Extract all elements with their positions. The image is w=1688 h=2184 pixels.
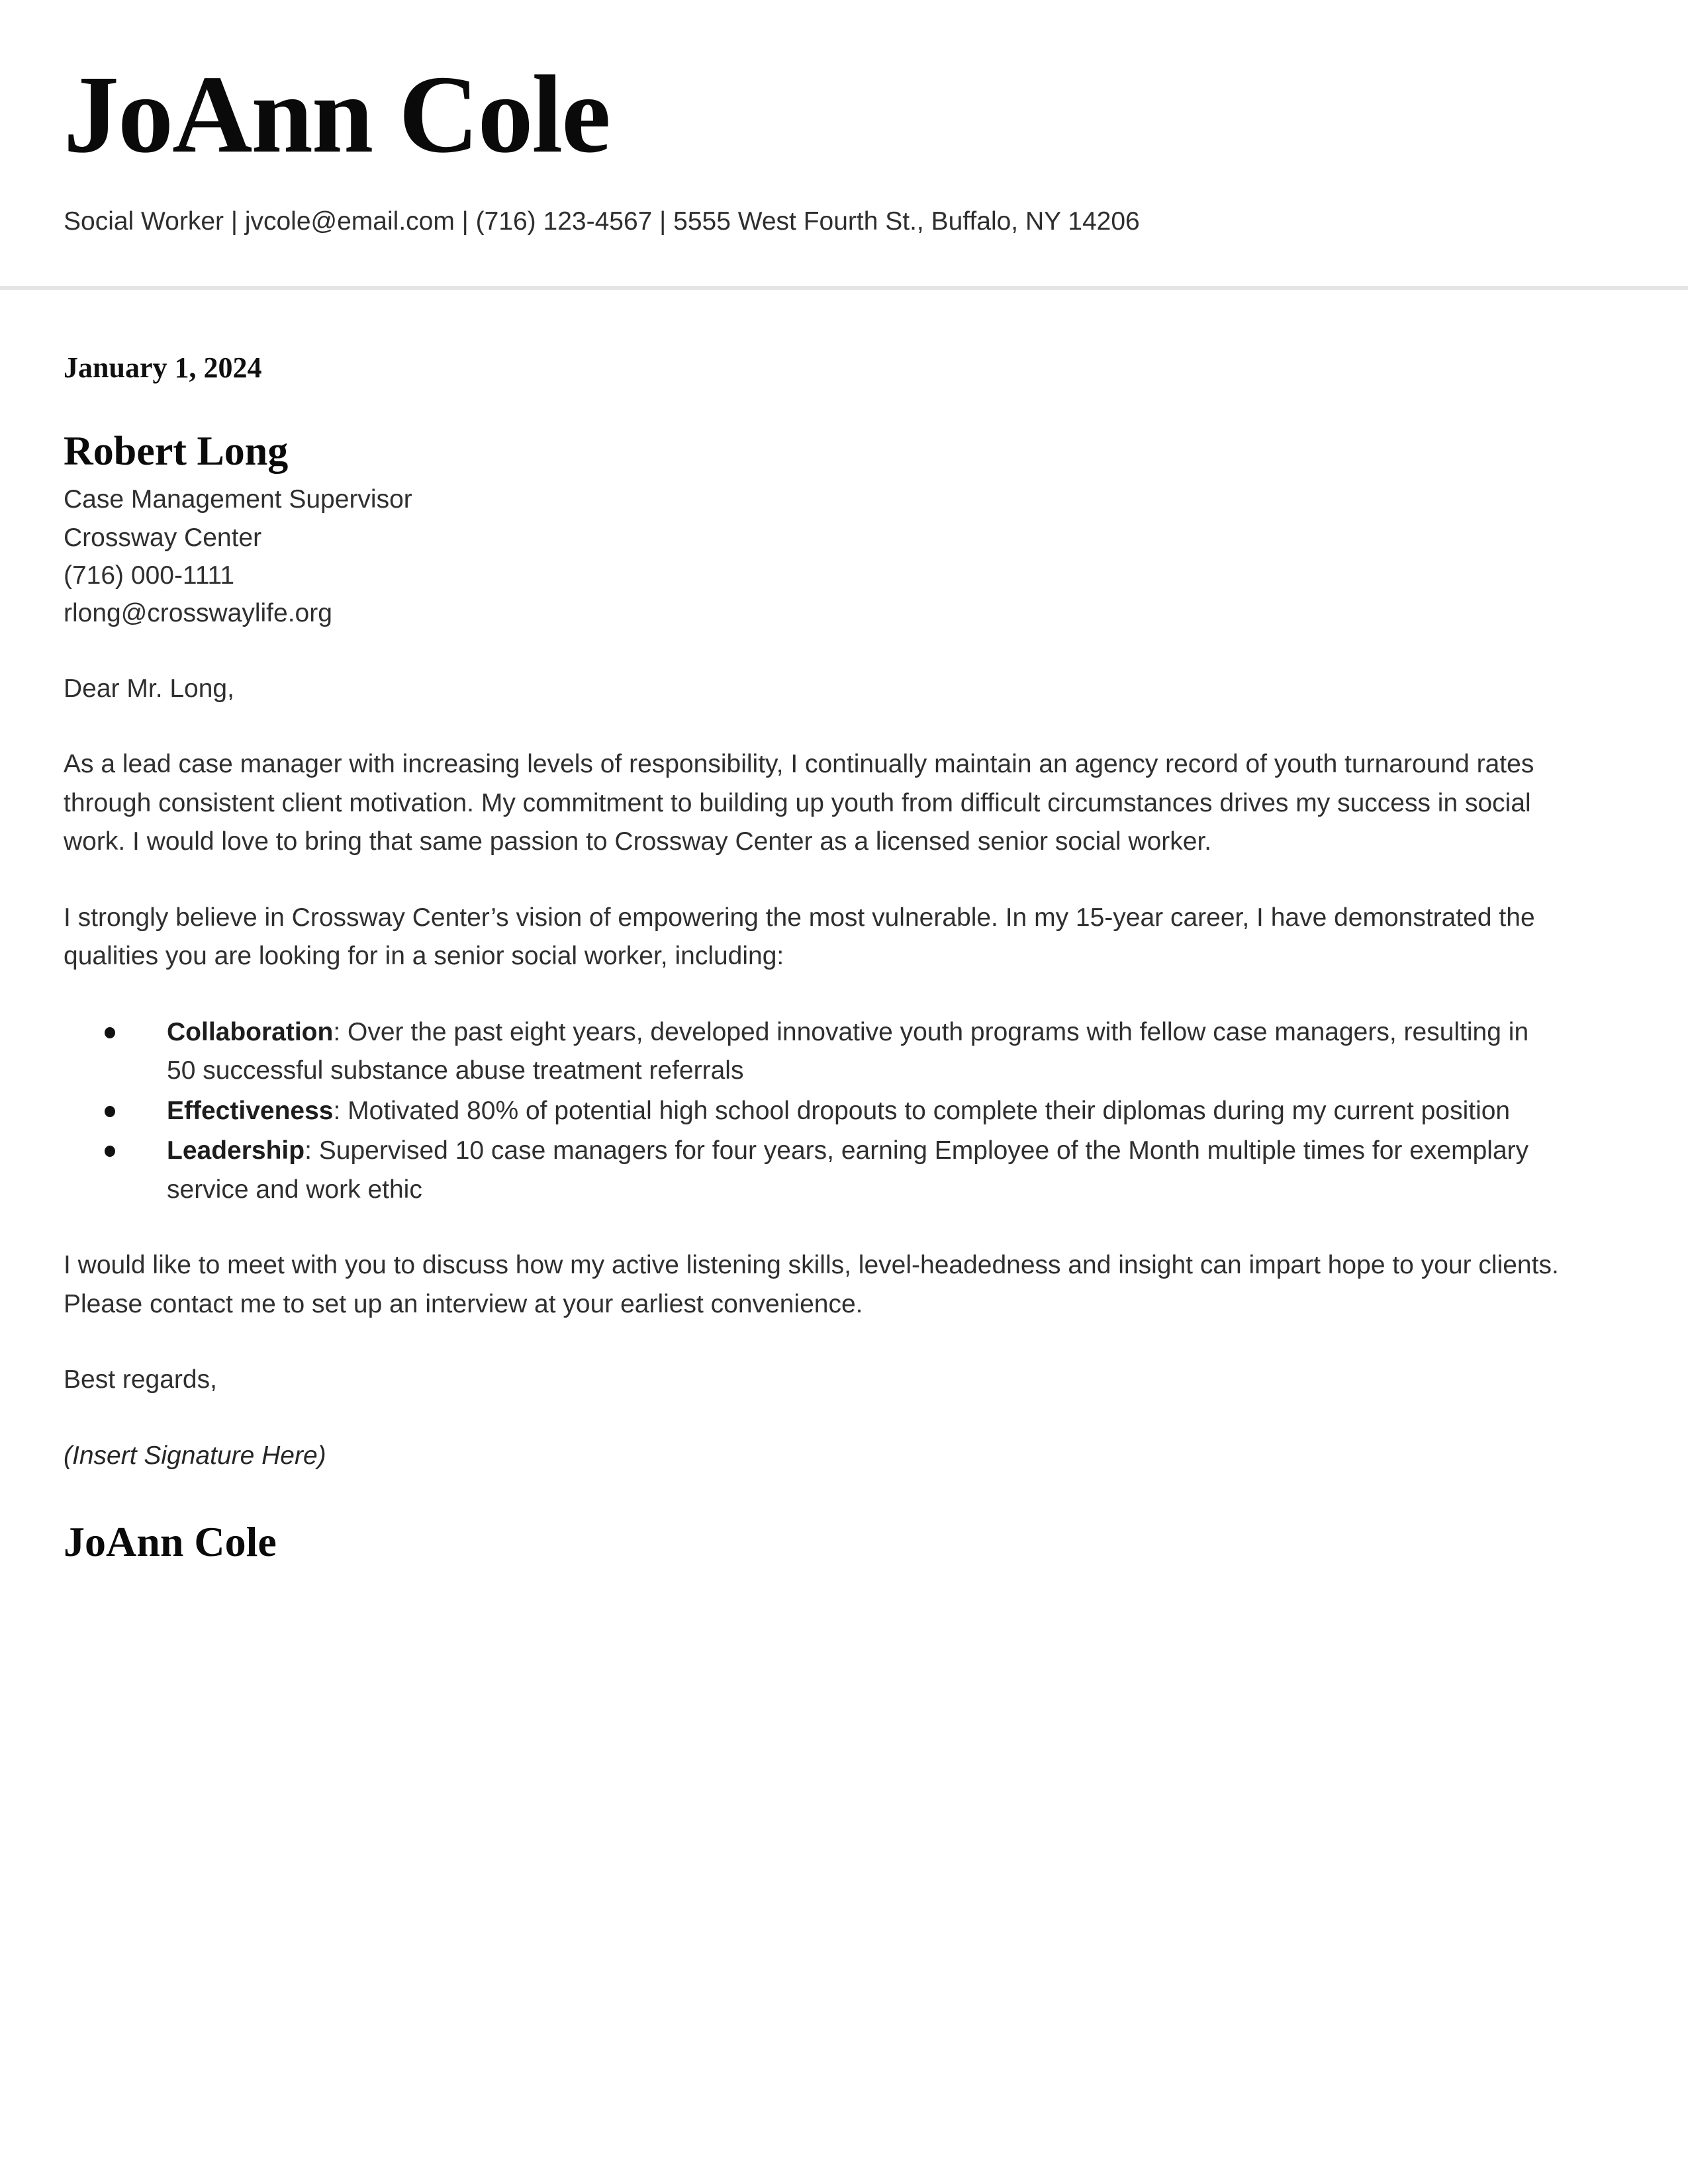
bullet-item-effectiveness: [64, 1092, 1553, 1131]
applicant-name-heading: JoAnn Cole: [64, 53, 610, 176]
recipient-organization: Crossway Center: [64, 523, 262, 552]
signature-placeholder: (Insert Signature Here): [64, 1441, 326, 1470]
bullet-item-leadership: [64, 1132, 1553, 1209]
letter-header: [0, 53, 1688, 238]
bullet-dot-icon: [105, 1106, 115, 1117]
recipient-email: rlong@crosswaylife.org: [64, 599, 332, 628]
header-divider: [0, 286, 1688, 290]
recipient-phone: (716) 000-1111: [64, 561, 235, 590]
salutation: Dear Mr. Long,: [64, 674, 234, 703]
bullet-text-effectiveness: : Motivated 80% of potential high school dropouts to complete their diplomas during my current position: [333, 1096, 1511, 1125]
signature-name: JoAnn Cole: [64, 1518, 277, 1566]
date-line: January 1, 2024: [64, 351, 262, 385]
bullet-dot-icon: [105, 1146, 115, 1157]
letter-body: [0, 351, 1688, 1567]
bullet-label-leadership: Leadership: [167, 1136, 305, 1165]
intro-paragraph: As a lead case manager with increasing levels of responsibility, I continually maintain an agency record of youth turnaround rates through consistent client motivation. My commitment to building up youth from difficult circumstances drives my success in social work. I would love to bring that same passion to Crossway Center as a licensed senior social worker.: [64, 750, 1534, 856]
bullet-dot-icon: [105, 1027, 115, 1038]
bullet-text-collaboration: : Over the past eight years, developed innovative youth programs with fellow case managers, resulting in 50 successful substance abuse treatment referrals: [167, 1017, 1529, 1085]
bullet-text-leadership: : Supervised 10 case managers for four years, earning Employee of the Month multiple times for exemplary service and work ethic: [167, 1136, 1529, 1204]
signoff: Best regards,: [64, 1365, 217, 1394]
bullet-label-effectiveness: Effectiveness: [167, 1096, 334, 1125]
recipient-name: Robert Long: [64, 429, 289, 475]
bullet-content: [167, 1136, 1528, 1204]
recipient-title: Case Management Supervisor: [64, 485, 412, 514]
bullet-content: [167, 1018, 1528, 1085]
bullet-item-collaboration: [64, 1013, 1553, 1091]
bullet-label-collaboration: Collaboration: [167, 1017, 334, 1046]
closing-paragraph: I would like to meet with you to discuss how my active listening skills, level-headedness and insight can impart hope to your clients. Please contact me to set up an interview at your earliest convenience.: [64, 1251, 1559, 1318]
contact-info-line: Social Worker | jvcole@email.com | (716) 123-4567 | 5555 West Fourth St., Buffalo, NY 14206: [64, 207, 1140, 236]
vision-paragraph: I strongly believe in Crossway Center’s vision of empowering the most vulnerable. In my 15-year career, I have demonstrated the qualities you are looking for in a senior social worker, including:: [64, 903, 1535, 971]
bullet-content: [167, 1097, 1510, 1125]
qualities-list: [64, 1013, 1615, 1210]
recipient-block: [64, 428, 1615, 633]
